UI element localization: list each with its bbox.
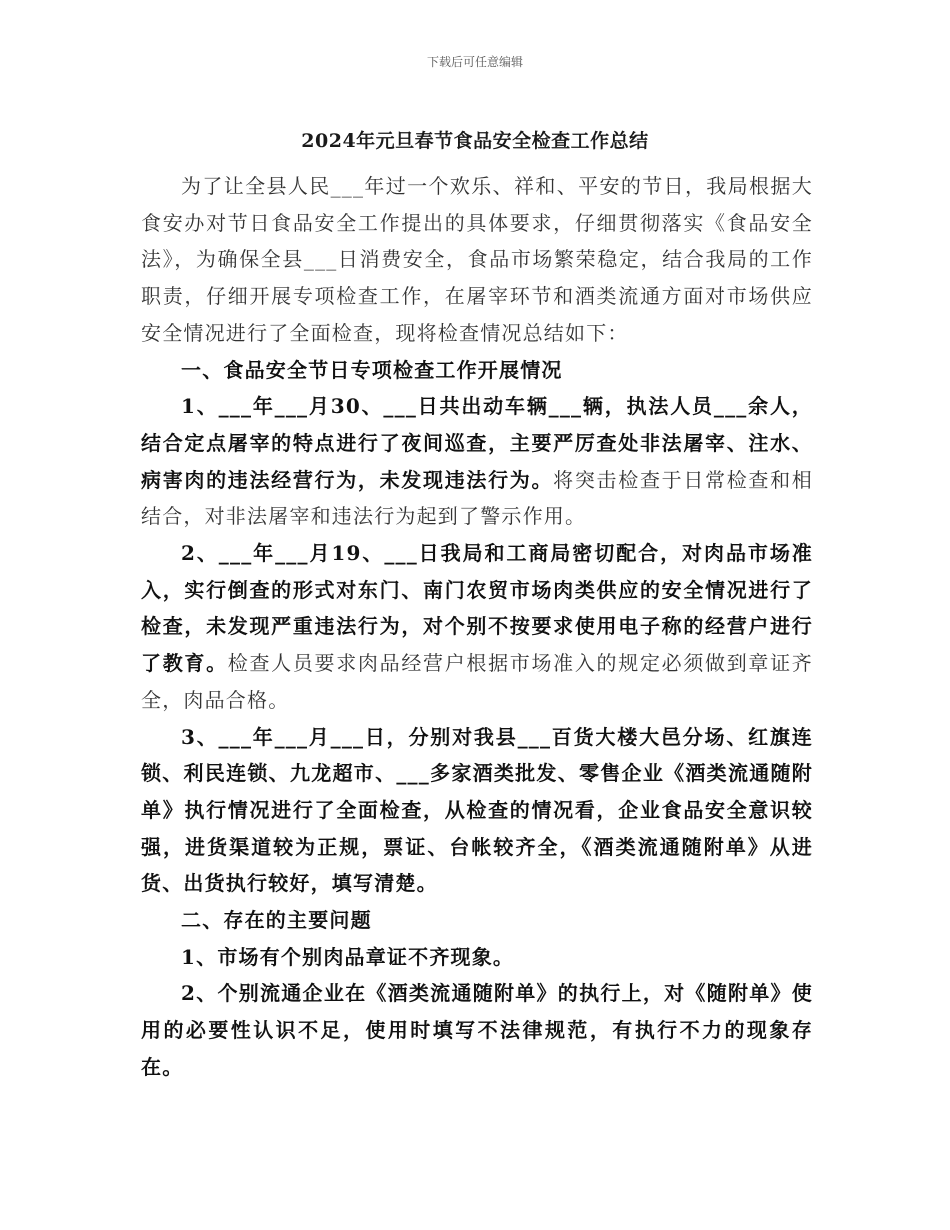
- problem-paragraph-2: [141, 975, 813, 1085]
- section-heading-1: [141, 352, 813, 389]
- text-run: 二、存在的主要问题: [181, 908, 372, 933]
- item-paragraph-1: [141, 388, 813, 535]
- document-body: [141, 168, 813, 1086]
- item-paragraph-2: [141, 535, 813, 719]
- section-heading-2: [141, 902, 813, 939]
- text-run: 为了让全县人民___年过一个欢乐、祥和、平安的节日，我局根据大食安办对节日食品安全工作提出的具体要求，仔细贯彻落实《食品安全法》，为确保全县___日消费安全，食品市场繁荣稳定，结合我局的工作职责，仔细开展专项检查工作，在屠宰环节和酒类流通方面对市场供应安全情况进行了全面检查，现将检查情况总结如下：: [141, 174, 813, 345]
- text-run: 3、___年___月___日，分别对我县___百货大楼大邑分场、红旗连锁、利民连锁、九龙超市、___多家酒类批发、零售企业《酒类流通随附单》执行情况进行了全面检查，从检查的情况看，企业食品安全意识较强，进货渠道较为正规，票证、台帐较齐全，《酒类流通随附单》从进货、出货执行较好，填写清楚。: [141, 724, 813, 896]
- text-run: 检查人员要求肉品经营户根据市场准入的规定必须做到章证齐全，肉品合格。: [141, 651, 813, 712]
- page-header: 下载后可任意编辑: [426, 55, 523, 69]
- text-run: 一、食品安全节日专项检查工作开展情况: [181, 357, 563, 382]
- document-title: 2024年元旦春节食品安全检查工作总结: [301, 130, 649, 152]
- intro-paragraph: [141, 168, 813, 352]
- text-run: 2、___年___月19、___日我局和工商局密切配合，对肉品市场准入，实行倒查的形式对东门、南门农贸市场肉类供应的安全情况进行了检查，未发现严重违法行为，对个别不按要求使用电子称的经营户进行了教育。: [141, 541, 813, 676]
- problem-paragraph-1: [141, 939, 813, 976]
- text-run: 将突击检查于日常检查和相结合，对非法屠宰和违法行为起到了警示作用。: [141, 467, 813, 529]
- text-run: 1、市场有个别肉品章证不齐现象。: [181, 944, 515, 969]
- item-paragraph-3: [141, 719, 813, 903]
- text-run: 1、___年___月30、___日共出动车辆___辆，执法人员___余人，结合定点屠宰的特点进行了夜间巡查，主要严厉查处非法屠宰、注水、病害肉的违法经营行为，未发现违法行为。: [141, 394, 813, 492]
- text-run: 2、个别流通企业在《酒类流通随附单》的执行上，对《随附单》使用的必要性认识不足，使用时填写不法律规范，有执行不力的现象存在。: [141, 981, 813, 1079]
